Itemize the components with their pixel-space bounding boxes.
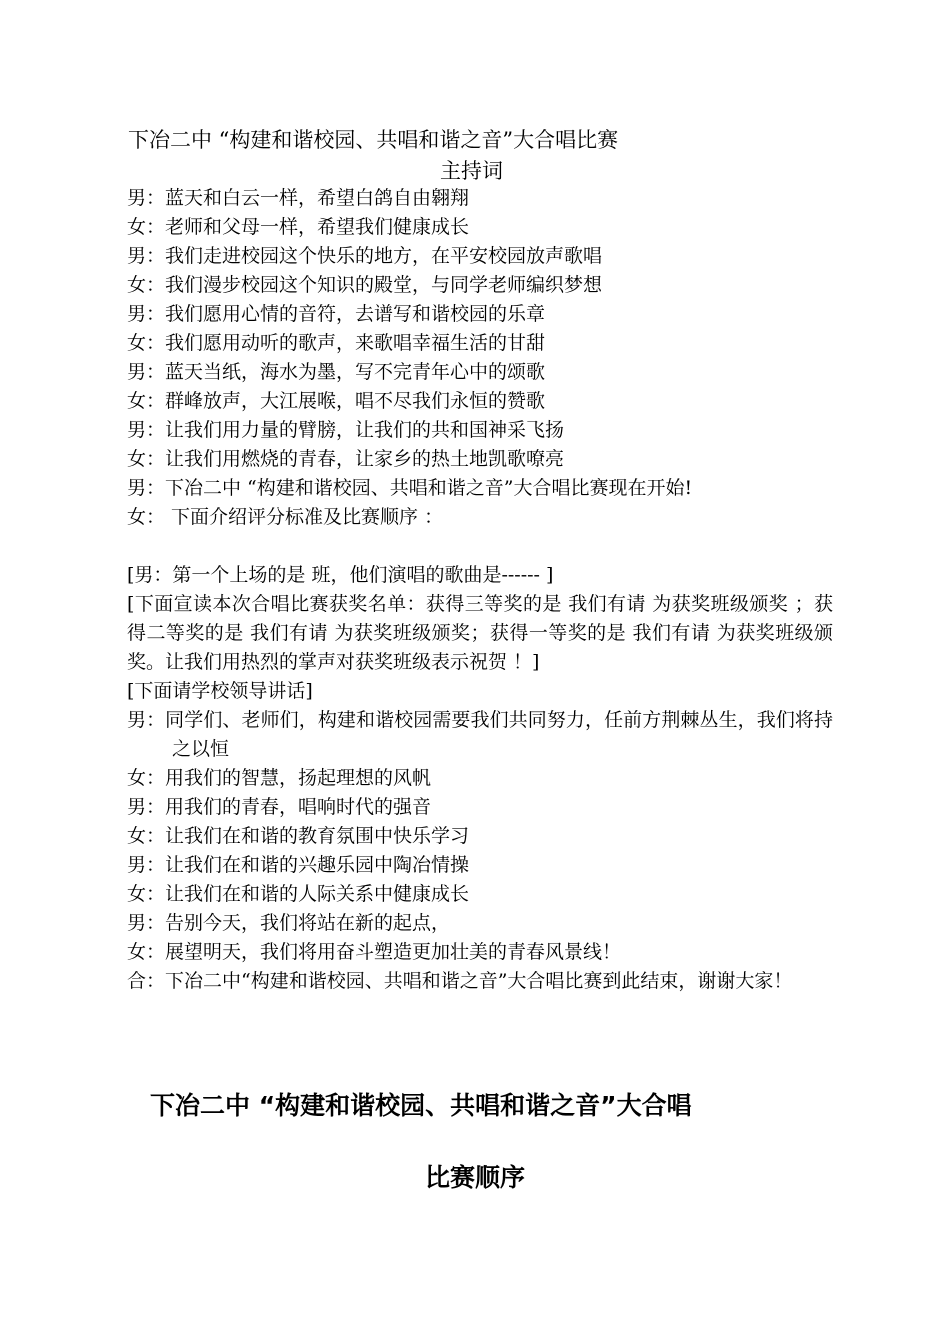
script-line: 女：群峰放声，大江展喉，唱不尽我们永恒的赞歌 [127,390,546,412]
script-line: 女：让我们在和谐的教育氛围中快乐学习 [127,825,470,847]
script-line: 女：我们漫步校园这个知识的殿堂，与同学老师编织梦想 [127,274,603,296]
script-title: 下冶二中 “构建和谐校园、共唱和谐之音”大合唱比赛 [128,128,619,152]
script-line: 男：让我们用力量的臂膀，让我们的共和国神采飞扬 [127,419,565,441]
script-line: 男：我们愿用心情的音符，去谱写和谐校园的乐章 [127,303,546,325]
awards-announcement: [下面宣读本次合唱比赛获奖名单：获得三等奖的是 我们有请 为获奖班级颁奖 ；获得二等奖的是 我们有请 为获奖班级颁奖；获得一等奖的是 我们有请 为获奖班级颁奖。让我们用热烈的掌声对获奖班级表示祝贺 ！] [127,593,833,673]
script-line: 男：我们走进校园这个快乐的地方，在平安校园放声歌唱 [127,245,603,267]
script-subtitle: 主持词 [440,159,503,183]
script-line: 男：下冶二中 “构建和谐校园、共唱和谐之音”大合唱比赛现在开始! [127,477,693,499]
closing-paragraph: 男：同学们、老师们，构建和谐校园需要我们共同努力，任前方荆棘丛生，我们将持之以恒 [127,709,833,760]
script-line: 女： 下面介绍评分标准及比赛顺序 ： [127,506,444,528]
first-performance-note: [男：第一个上场的是 班，他们演唱的歌曲是------ ] [127,564,554,586]
script-line: 女：让我们用燃烧的青春，让家乡的热土地凯歌嘹亮 [127,448,565,470]
script-line: 女：展望明天，我们将用奋斗塑造更加壮美的青春风景线！ [127,941,622,963]
script-line: 女：我们愿用动听的歌声，来歌唱幸福生活的甘甜 [127,332,546,354]
order-subheading: 比赛顺序 [424,1163,525,1192]
leader-speech-note: [下面请学校领导讲话] [127,680,313,702]
blank-line [127,532,833,561]
order-heading: 下冶二中 “构建和谐校园、共唱和谐之音”大合唱 [150,1091,692,1120]
script-line: 女：用我们的智慧，扬起理想的风帆 [127,767,432,789]
script-line: 男：让我们在和谐的兴趣乐园中陶冶情操 [127,854,470,876]
script-line: 男：用我们的青春，唱响时代的强音 [127,796,432,818]
script-line: 男：告别今天，我们将站在新的起点， [127,912,451,934]
final-paragraph: 合：下冶二中“构建和谐校园、共唱和谐之音”大合唱比赛到此结束，谢谢大家！ [127,970,793,992]
script-line: 女：老师和父母一样，希望我们健康成长 [127,216,470,238]
script-line: 女：让我们在和谐的人际关系中健康成长 [127,883,470,905]
script-line: 男：蓝天和白云一样，希望白鸽自由翱翔 [127,187,470,209]
script-line: 男：蓝天当纸，海水为墨，写不完青年心中的颂歌 [127,361,546,383]
host-script-body [127,184,833,996]
